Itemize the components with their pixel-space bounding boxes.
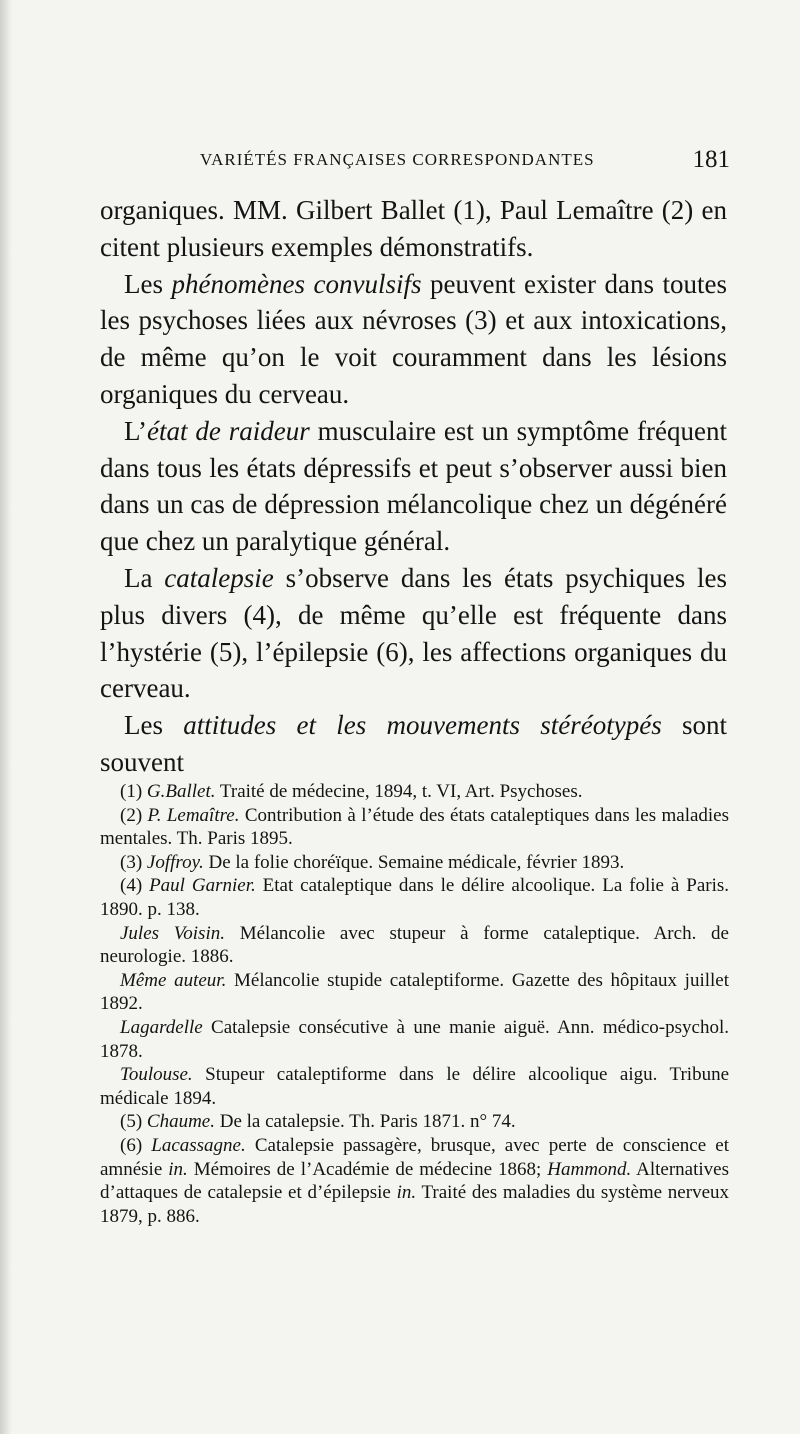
paragraph-2-emphasis: phénomènes convulsifs: [171, 268, 422, 299]
page-edge: [0, 0, 12, 1434]
body-text: [100, 192, 727, 781]
footnote-6-in-1: in.: [168, 1158, 188, 1180]
paragraph-3-rest: musculaire est un symptôme fréquent dans tous les états dépressifs et peut s’observer aussi bien dans un cas de dépression mélancolique chez un dégénéré que chez un paralytique général.: [100, 415, 727, 557]
footnote-1-text: Traité de médecine, 1894, t. VI, Art. Psychoses.: [215, 781, 583, 802]
footnotes: [100, 780, 729, 1228]
footnote-4-voisin-author: Jules Voisin.: [120, 922, 225, 944]
running-head: [100, 146, 730, 186]
footnote-6-in-2: in.: [396, 1182, 417, 1204]
footnote-6-number: (6): [120, 1134, 152, 1156]
footnote-2-number: (2): [120, 804, 148, 826]
footnote-1: [100, 780, 729, 804]
paragraph-2: [100, 266, 727, 413]
footnote-4-meme-auteur-text: Mélancolie stupide cataleptiforme. Gazette des hôpitaux juillet 1892.: [100, 969, 730, 1015]
footnote-4: [100, 874, 729, 921]
footnote-6-text-2: Mémoires de l’Académie de médecine 1868;: [187, 1158, 548, 1180]
paragraph-2-rest: peuvent exister dans toutes les psychoses liées aux névroses (3) et aux intoxications, de même qu’on le voit couramment dans les lésions organiques du cerveau.: [100, 268, 727, 409]
page-number: 181: [692, 146, 730, 173]
footnote-3: [100, 851, 729, 875]
footnote-2-text: Contribution à l’étude des états cataleptiques dans les maladies mentales. Th. Paris 1895.: [100, 804, 730, 850]
footnote-4-text: Etat cataleptique dans le délire alcoolique. La folie à Paris. 1890. p. 138.: [100, 875, 730, 920]
footnote-4-toulouse-author: Toulouse.: [120, 1064, 193, 1086]
paragraph-1-text: organiques. MM. Gilbert Ballet (1), Paul Lemaître (2) en citent plusieurs exemples démonstratifs.: [100, 195, 727, 262]
footnote-1-author: G.Ballet.: [146, 781, 216, 802]
paragraph-4-emphasis: catalepsie: [164, 562, 274, 593]
footnote-4-toulouse-text: Stupeur cataleptiforme dans le délire alcoolique aigu. Tribune médicale 1894.: [100, 1064, 729, 1109]
paragraph-3-start: L’: [124, 415, 148, 446]
footnote-4-voisin-text: Mélancolie avec stupeur à forme cataleptique. Arch. de neurologie. 1886.: [100, 922, 729, 968]
footnote-3-number: (3): [120, 851, 147, 873]
footnote-4-lagardelle: [100, 1016, 729, 1063]
paragraph-5: [100, 707, 727, 781]
paragraph-3-emphasis: état de raideur: [147, 415, 310, 446]
footnote-5-author: Chaume.: [146, 1111, 215, 1133]
footnote-6-author-2: Hammond.: [547, 1158, 632, 1180]
paragraph-4-start: La: [124, 562, 165, 593]
footnote-6: [100, 1134, 729, 1228]
footnote-5: [100, 1110, 729, 1134]
footnote-4-voisin: [100, 922, 729, 969]
footnote-4-number: (4): [120, 875, 150, 897]
footnote-6-text: Catalepsie passagère, brusque, avec perte de conscience et amnésie: [100, 1134, 729, 1180]
paragraph-5-emphasis: attitudes et les mouvements stéréotypés: [183, 710, 662, 741]
footnote-4-lagardelle-author: Lagardelle: [120, 1016, 203, 1038]
running-title: VARIÉTÉS FRANÇAISES CORRESPONDANTES: [200, 150, 595, 169]
footnote-1-number: (1): [120, 781, 147, 802]
paragraph-4-rest: s’observe dans les états psychiques les plus divers (4), de même qu’elle est fréquente dans l’hystérie (5), l’épilepsie (6), les affections organiques du cerveau.: [100, 562, 728, 704]
footnote-4-author: Paul Garnier.: [149, 875, 256, 897]
paragraph-1: [100, 192, 727, 266]
footnote-4-meme-auteur: [100, 969, 729, 1016]
footnote-5-text: De la catalepsie. Th. Paris 1871. n° 74.: [214, 1111, 516, 1133]
footnote-4-toulouse: [100, 1063, 729, 1110]
paragraph-2-start: Les: [124, 268, 172, 299]
footnote-6-author: Lacassagne.: [151, 1134, 246, 1156]
footnote-3-author: Joffroy.: [146, 851, 204, 873]
paragraph-3: [100, 413, 727, 560]
footnote-6-text-4: Traité des maladies du système nerveux 1879, p. 886.: [100, 1182, 729, 1227]
footnote-3-text: De la folie choréïque. Semaine médicale, février 1893.: [203, 851, 625, 873]
footnote-6-text-3: Alternatives d’attaques de catalepsie et d’épilepsie: [100, 1158, 729, 1204]
paragraph-5-start: Les: [124, 710, 184, 741]
footnote-5-number: (5): [120, 1111, 147, 1133]
paragraph-4: [100, 560, 727, 707]
footnote-2-author: P. Lemaître.: [147, 804, 240, 826]
footnote-2: [100, 804, 729, 851]
paragraph-5-rest: sont souvent: [100, 710, 727, 777]
footnote-4-lagardelle-text: Catalepsie consécutive à une manie aiguë. Ann. médico-psychol. 1878.: [100, 1016, 729, 1062]
footnote-4-meme-auteur-author: Même auteur.: [120, 969, 227, 991]
